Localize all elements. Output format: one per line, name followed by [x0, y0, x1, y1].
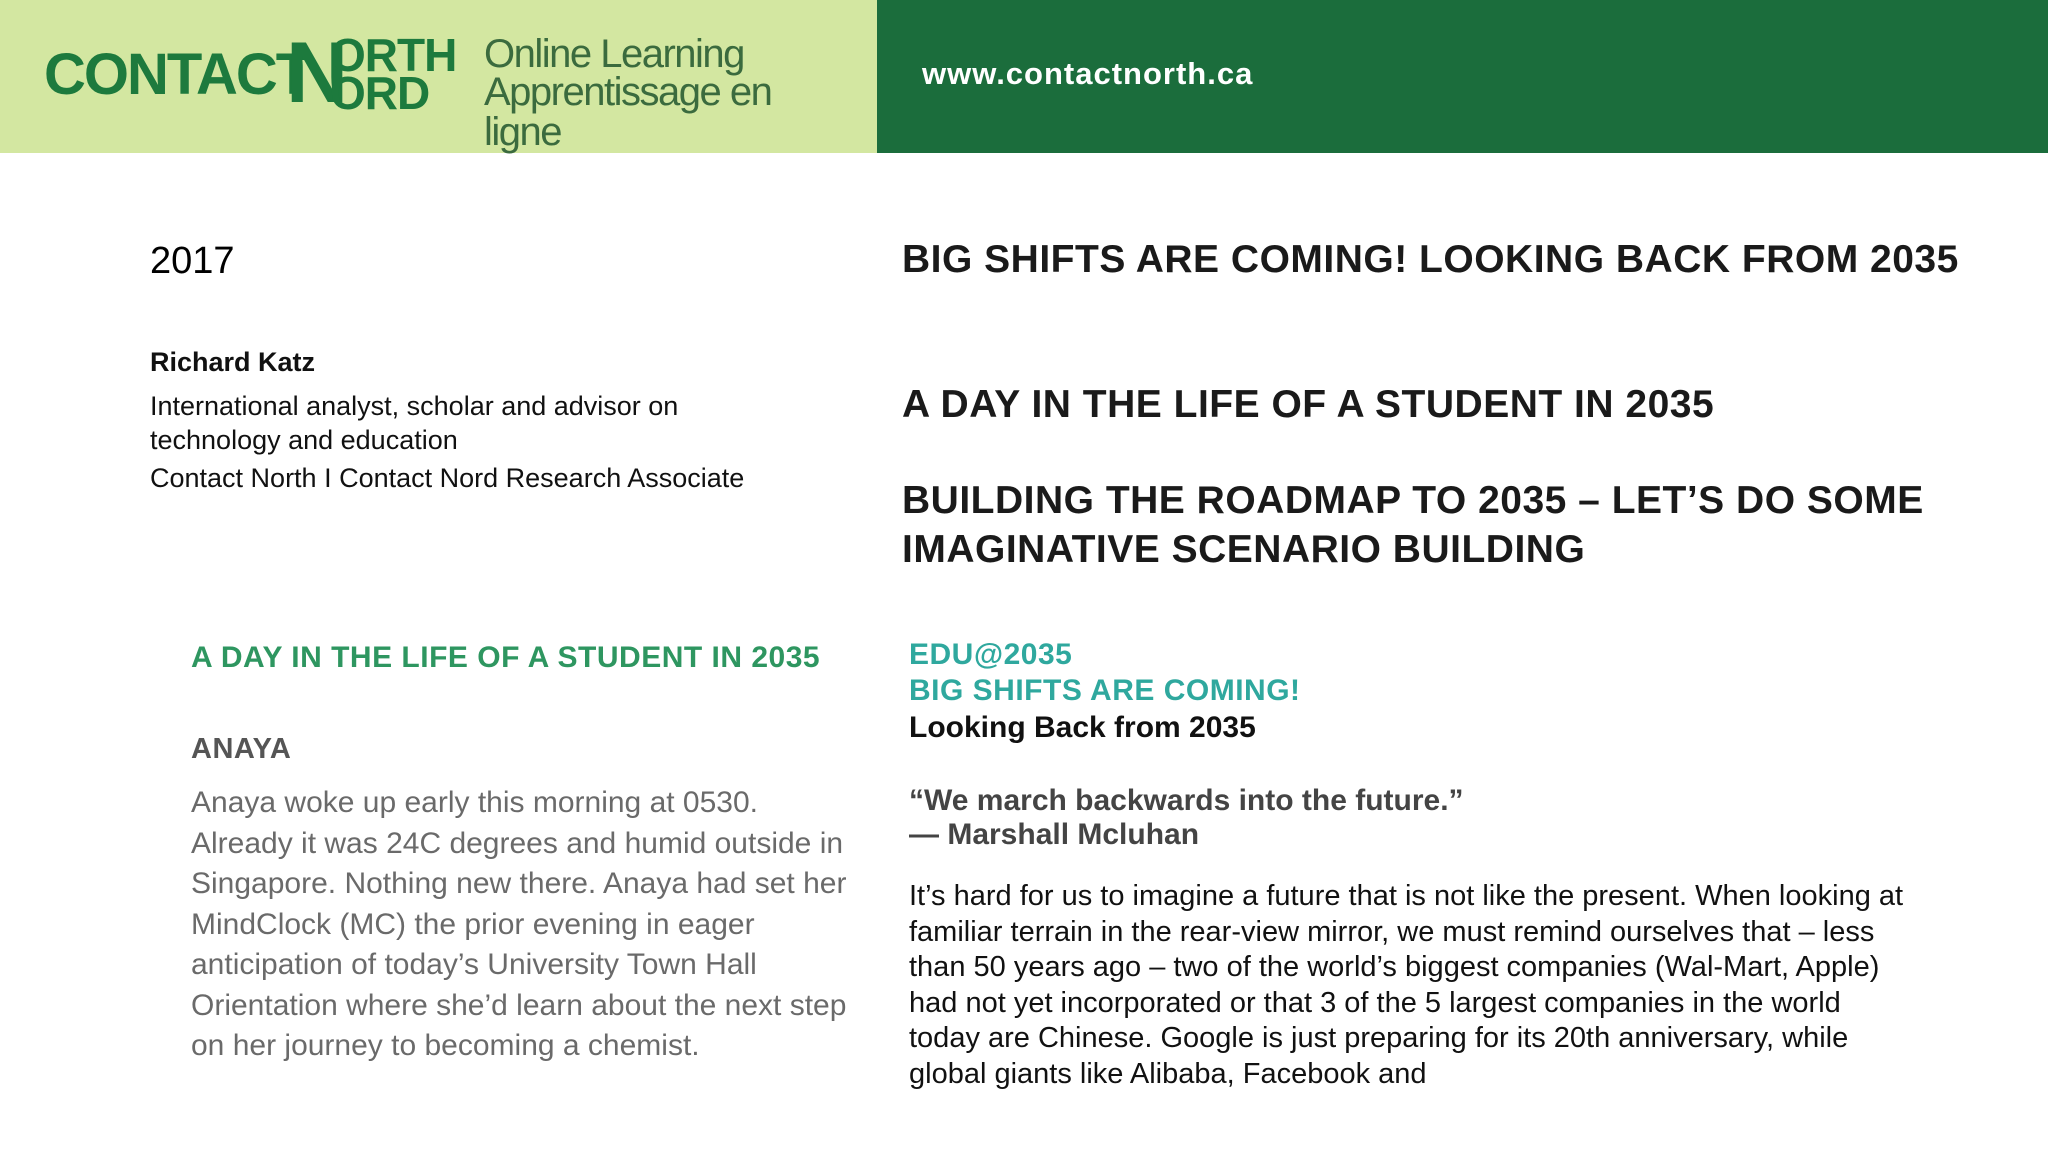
author-organization: Contact North I Contact Nord Research Associate — [150, 463, 745, 493]
toc-heading-big-shifts: BIG SHIFTS ARE COMING! LOOKING BACK FROM 2035 — [902, 238, 1959, 281]
story-body-text: Anaya woke up early this morning at 0530. Already it was 24C degrees and humid outside in Singapore. Nothing new there. Anaya had set her MindClock (MC) the prior evening in eager anticipation of today’s University Town Hall Orientation where she’d learn about the next step on her journey to becoming a chemist. — [191, 786, 847, 1062]
logo-word-nord: ORD — [330, 67, 430, 119]
logo-tagline-french: Apprentissage en ligne — [484, 70, 772, 154]
logo-tagline-english: Online Learning — [484, 32, 744, 76]
header-brand-panel — [0, 0, 877, 153]
story-character-name: ANAYA — [191, 733, 292, 765]
article-body-text: It’s hard for us to imagine a future that is not like the present. When looking at familiar terrain in the rear-view mirror, we must remind ourselves that – less than 50 years ago – two of the world’s biggest companies (Wal-Mart, Apple) had not yet incorporated or that 3 of the 5 largest companies in the world today are Chinese. Google is just preparing for its 20th anniversary, while global giants like Alibaba, Facebook and — [909, 880, 1904, 1090]
edu-tag: EDU@2035 — [909, 638, 1073, 671]
author-name: Richard Katz — [150, 347, 316, 377]
logo-word-north: ORTH — [330, 29, 457, 81]
story-title: A DAY IN THE LIFE OF A STUDENT IN 2035 — [191, 641, 821, 674]
author-description: International analyst, scholar and advisor on technology and education — [150, 391, 679, 455]
article-headline: BIG SHIFTS ARE COMING! — [909, 674, 1301, 707]
toc-heading-day-in-life: A DAY IN THE LIFE OF A STUDENT IN 2035 — [902, 383, 1715, 426]
logo-word-contact: CONTACT — [44, 42, 310, 107]
toc-heading-roadmap: BUILDING THE ROADMAP TO 2035 – LET’S DO SOME IMAGINATIVE SCENARIO BUILDING — [902, 479, 1924, 571]
publication-year: 2017 — [150, 240, 235, 282]
logo-letter-n: N — [286, 25, 349, 121]
quote-attribution: — Marshall Mcluhan — [909, 818, 1200, 851]
website-link[interactable]: www.contactnorth.ca — [922, 56, 1254, 91]
article-quote: “We march backwards into the future.” — [909, 784, 1464, 817]
article-subheadline: Looking Back from 2035 — [909, 711, 1256, 744]
contact-north-logo[interactable] — [40, 25, 840, 154]
header-banner — [0, 0, 2048, 153]
